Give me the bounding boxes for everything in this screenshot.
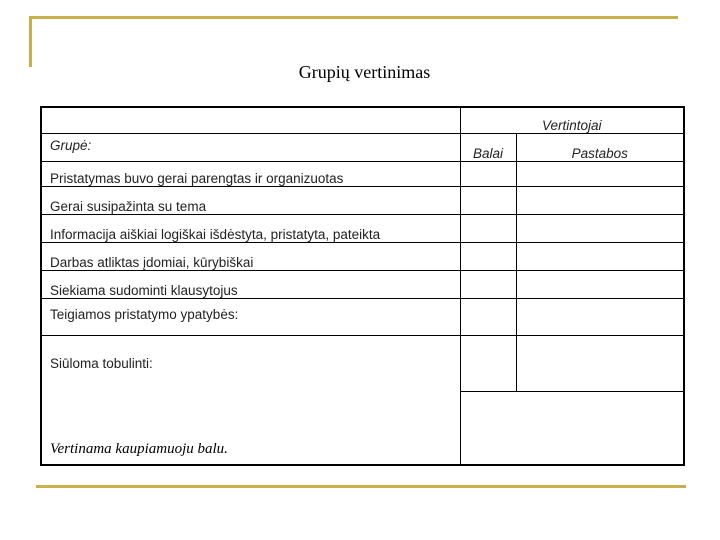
positive-features-cell: Teigiamos pristatymo ypatybės:	[41, 298, 460, 335]
improvements-cell: Siūloma tobulinti:	[41, 335, 460, 391]
footer-note: Vertinama kaupiamuoju balu.	[41, 391, 460, 465]
footer-empty-cell	[516, 391, 684, 465]
score-cell[interactable]	[460, 270, 516, 298]
table-row	[41, 298, 684, 335]
notes-cell[interactable]	[516, 186, 684, 214]
notes-cell[interactable]	[516, 335, 684, 391]
notes-cell[interactable]	[516, 214, 684, 242]
criterion-cell: Gerai susipažinta su tema	[41, 186, 460, 214]
decorative-left-line	[29, 16, 32, 67]
criterion-cell: Pristatymas buvo gerai parengtas ir organizuotas	[41, 161, 460, 186]
page-title: Grupių vertinimas	[298, 62, 431, 82]
score-cell[interactable]	[460, 242, 516, 270]
criterion-cell: Informacija aiškiai logiškai išdėstyta, pristatyta, pateikta	[41, 214, 460, 242]
notes-cell[interactable]	[516, 298, 684, 335]
table-row	[41, 214, 684, 242]
header-empty-cell	[41, 107, 460, 133]
group-label: Grupė:	[41, 133, 460, 161]
table-row	[41, 186, 684, 214]
score-cell[interactable]	[460, 186, 516, 214]
table-row	[41, 242, 684, 270]
table-row	[41, 161, 684, 186]
evaluation-table	[40, 106, 685, 466]
score-cell[interactable]	[460, 335, 516, 391]
table-row	[41, 270, 684, 298]
notes-cell[interactable]	[516, 242, 684, 270]
decorative-bottom-line	[36, 485, 686, 488]
footer-empty-cell	[460, 391, 516, 465]
criterion-cell: Siekiama sudominti klausytojus	[41, 270, 460, 298]
score-cell[interactable]	[460, 298, 516, 335]
table-footer-row	[41, 391, 684, 465]
column-header-row	[41, 133, 684, 161]
notes-cell[interactable]	[516, 161, 684, 186]
score-cell[interactable]	[460, 214, 516, 242]
decorative-top-line	[29, 16, 678, 19]
table-header-row	[41, 107, 684, 133]
evaluators-header: Vertintojai	[460, 107, 684, 133]
criterion-cell: Darbas atliktas įdomiai, kūrybiškai	[41, 242, 460, 270]
notes-header: Pastabos	[516, 133, 684, 161]
score-cell[interactable]	[460, 161, 516, 186]
score-header: Balai	[460, 133, 516, 161]
notes-cell[interactable]	[516, 270, 684, 298]
table-row	[41, 335, 684, 391]
